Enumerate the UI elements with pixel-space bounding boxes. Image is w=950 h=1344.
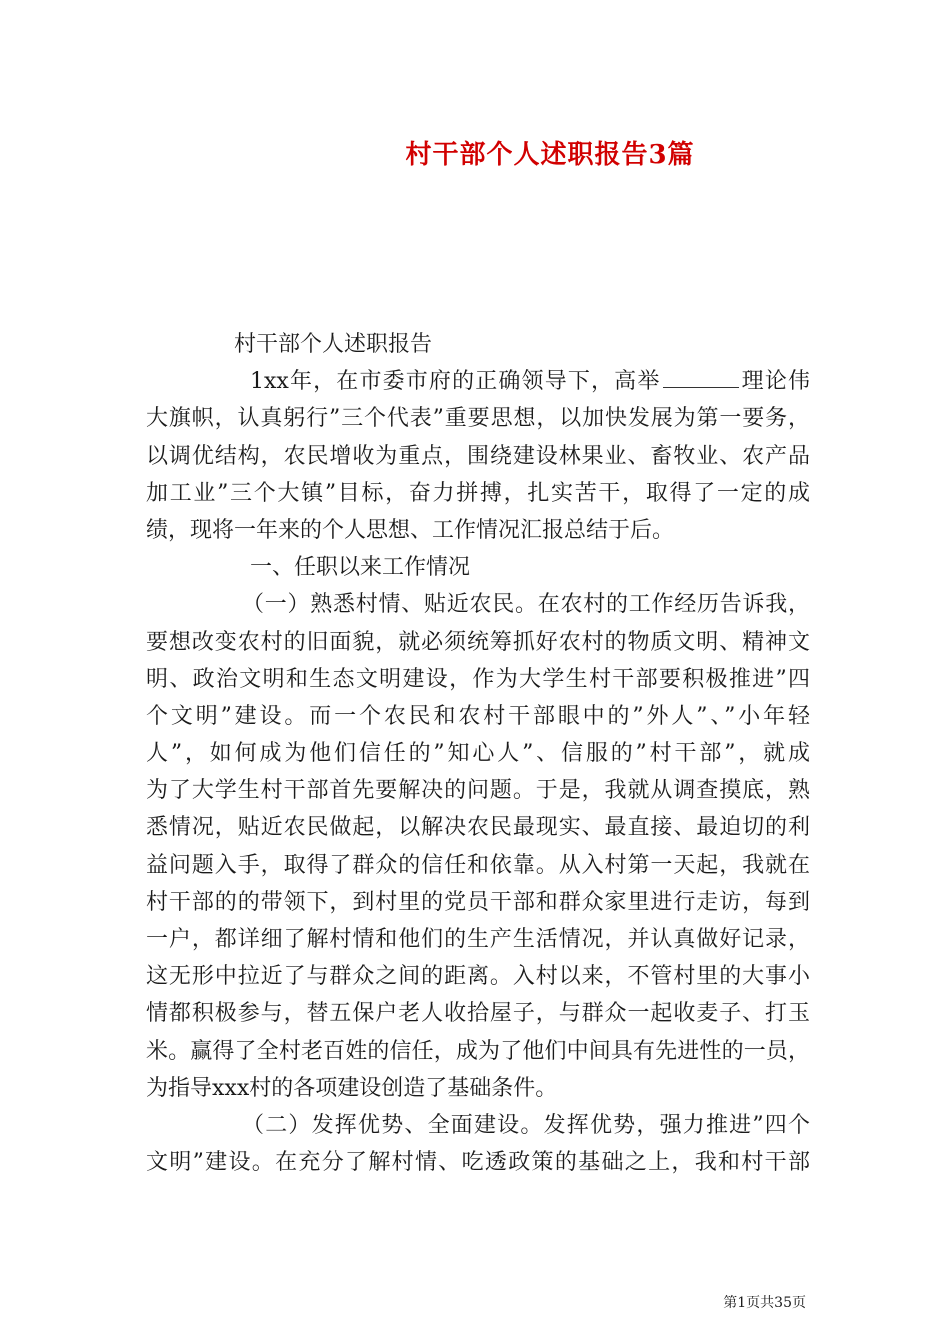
section-heading: 一、任职以来工作情况 [250,555,471,581]
paragraph-line: 益问题入手，取得了群众的信任和依靠。从入村第一天起，我就在 [146,852,810,878]
fill-in-blank [663,369,739,388]
paragraph-line: 一户，都详细了解村情和他们的生产生活情况，并认真做好记录， [146,927,810,952]
intro-line: 加工业”三个大镇”目标，奋力拼搏，扎实苦干，取得了一定的成 [146,480,810,506]
paragraph-line: 情都积极参与，替五保户老人收拾屋子，与群众一起收麦子、打玉 [146,1001,810,1027]
paragraph-line: 要想改变农村的旧面貌，就必须统筹抓好农村的物质文明、精神文 [146,629,810,655]
paragraph-line: （一）熟悉村情、贴近农民。在农村的工作经历告诉我， [242,592,810,618]
paragraph-line: 人”，如何成为他们信任的”知心人”、信服的”村干部”，就成 [146,741,810,767]
paragraph-line: （二）发挥优势、全面建设。发挥优势，强力推进”四个 [242,1112,810,1138]
intro-line: 大旗帜，认真躬行”三个代表”重要思想，以加快发展为第一要务， [146,406,810,432]
page-number-footer: 第1页共35页 [723,1295,806,1311]
document-body [146,326,810,1181]
intro-line: 以调优结构，农民增收为重点，围绕建设林果业、畜牧业、农产品 [146,443,810,469]
paragraph-line: 米。赢得了全村老百姓的信任，成为了他们中间具有先进性的一员， [146,1038,810,1064]
paragraph-line: 为指导xxx村的各项建设创造了基础条件。 [146,1075,558,1101]
paragraph-line: 文明”建设。在充分了解村情、吃透政策的基础之上，我和村干部 [146,1150,810,1176]
paragraph-line: 明、政治文明和生态文明建设，作为大学生村干部要积极推进”四 [146,666,810,692]
paragraph-line: 村干部的的带领下，到村里的党员干部和群众家里进行走访，每到 [146,889,810,915]
paragraph-line: 为了大学生村干部首先要解决的问题。于是，我就从调查摸底，熟 [146,778,810,804]
paragraph-line: 悉情况，贴近农民做起，以解决农民最现实、最直接、最迫切的利 [146,815,810,841]
intro-line: 绩，现将一年来的个人思想、工作情况汇报总结于后。 [146,517,675,543]
intro-text-before-blank: 1xx年，在市委市府的正确领导下，高举 [250,369,661,395]
intro-text-after-blank: 理论伟 [740,369,810,395]
report-subtitle: 村干部个人述职报告 [234,332,433,357]
paragraph-line: 这无形中拉近了与群众之间的距离。入村以来，不管村里的大事小 [146,964,810,990]
intro-line [146,363,810,400]
paragraph-line: 个文明”建设。而一个农民和农村干部眼中的”外人”、”小年轻 [146,703,810,729]
document-title: 村干部个人述职报告3篇 [405,140,695,170]
